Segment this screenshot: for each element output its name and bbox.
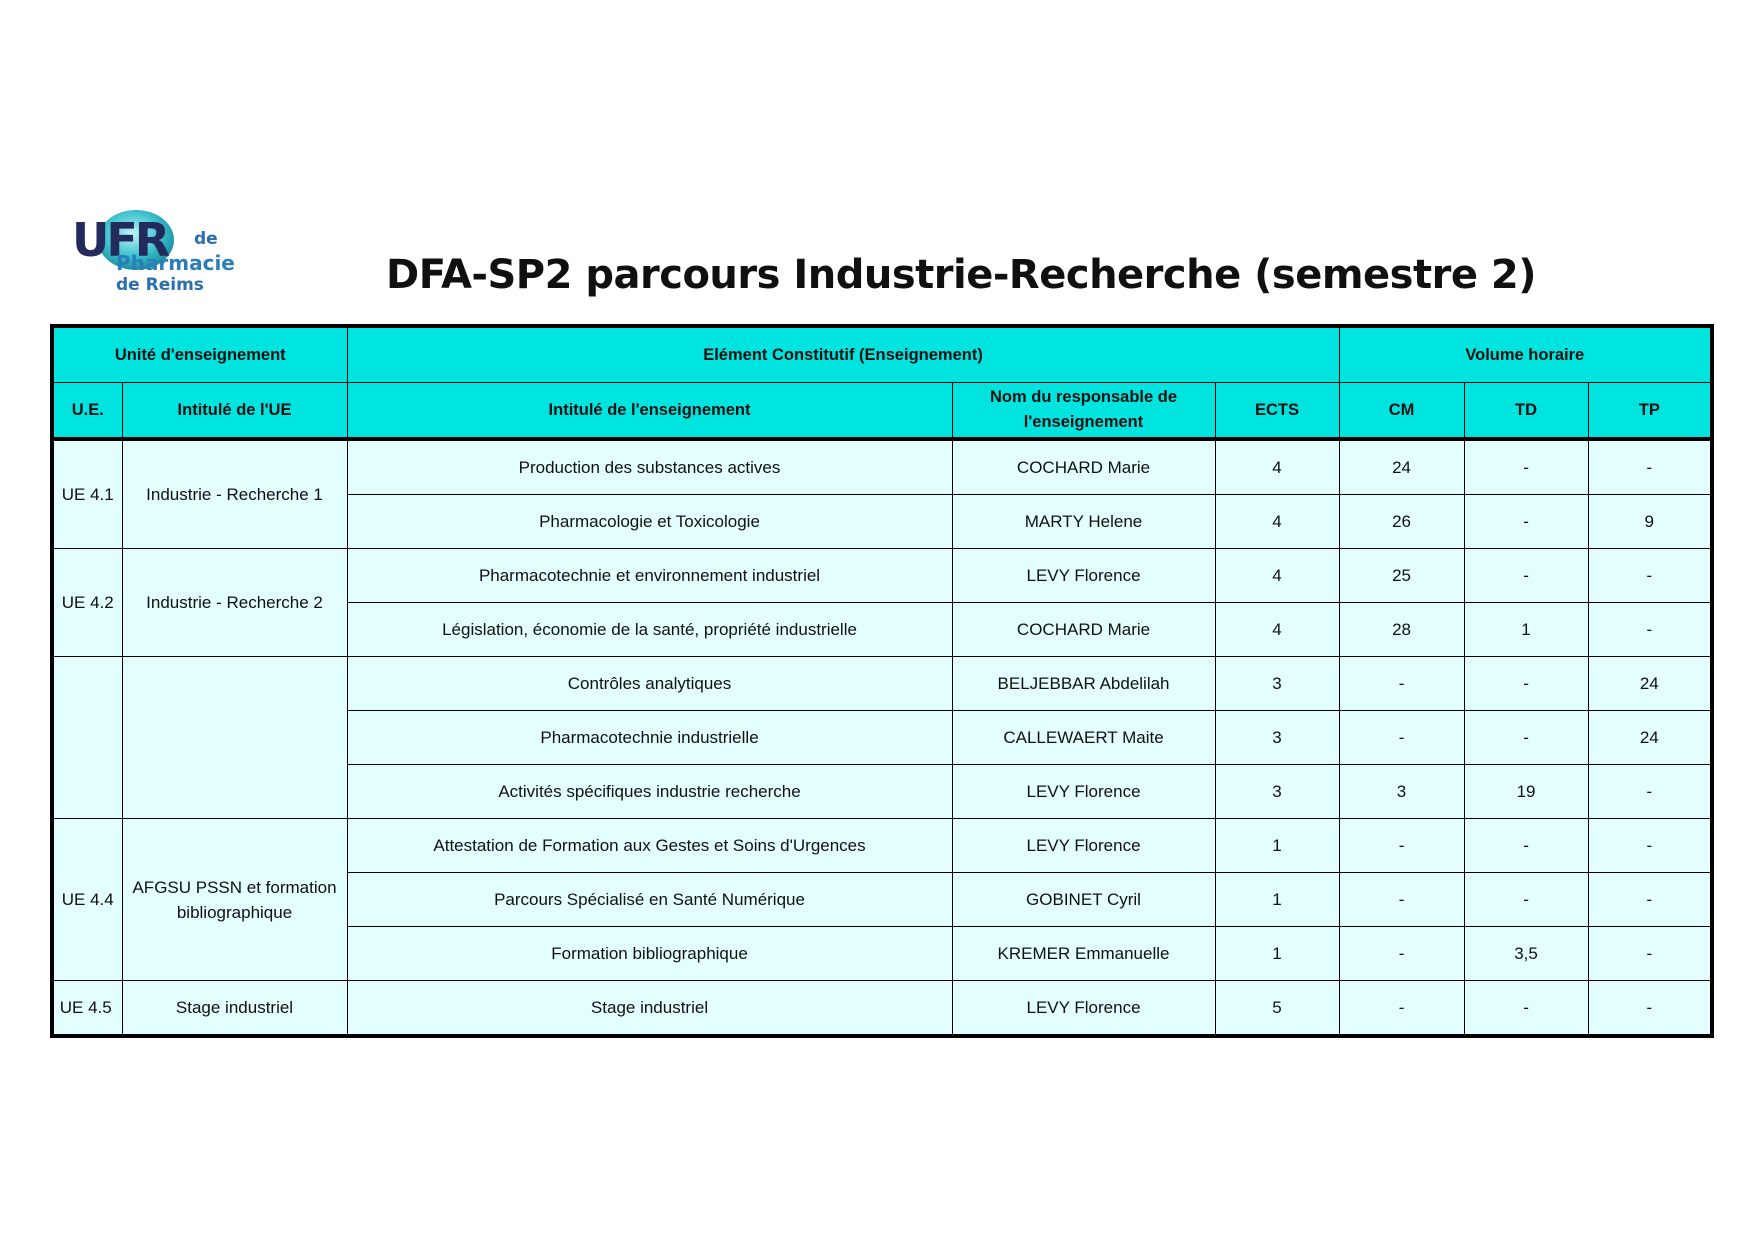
- responsable-cell: GOBINET Cyril: [952, 873, 1215, 927]
- logo-ufr-text: UFR: [72, 213, 168, 267]
- ects-cell: 4: [1215, 549, 1339, 603]
- col-header-cm: CM: [1339, 383, 1464, 440]
- td-cell: -: [1464, 711, 1588, 765]
- responsable-cell: LEVY Florence: [952, 819, 1215, 873]
- header-element-constitutif: Elément Constitutif (Enseignement): [347, 326, 1339, 383]
- logo-pharmacie-text: Pharmacie: [116, 251, 235, 275]
- cm-cell: 24: [1339, 439, 1464, 495]
- table-row: [52, 819, 1712, 873]
- ue-title-cell: [122, 657, 347, 819]
- td-cell: -: [1464, 549, 1588, 603]
- enseignement-cell: Production des substances actives: [347, 439, 952, 495]
- column-header-row: [52, 383, 1712, 440]
- logo-reims-text: de Reims: [116, 275, 204, 295]
- logo-de-text: de: [194, 229, 218, 249]
- td-cell: 1: [1464, 603, 1588, 657]
- tp-cell: -: [1588, 765, 1712, 819]
- td-cell: -: [1464, 439, 1588, 495]
- tp-cell: -: [1588, 981, 1712, 1037]
- header-volume-horaire: Volume horaire: [1339, 326, 1712, 383]
- table-row: [52, 549, 1712, 603]
- tp-cell: 24: [1588, 657, 1712, 711]
- ects-cell: 1: [1215, 819, 1339, 873]
- responsable-cell: KREMER Emmanuelle: [952, 927, 1215, 981]
- cm-cell: -: [1339, 873, 1464, 927]
- enseignement-cell: Pharmacologie et Toxicologie: [347, 495, 952, 549]
- tp-cell: -: [1588, 873, 1712, 927]
- responsable-cell: COCHARD Marie: [952, 603, 1215, 657]
- td-cell: -: [1464, 819, 1588, 873]
- td-cell: -: [1464, 657, 1588, 711]
- tp-cell: -: [1588, 603, 1712, 657]
- ufr-pharmacie-reims-logo: [72, 206, 252, 302]
- responsable-cell: LEVY Florence: [952, 765, 1215, 819]
- cm-cell: -: [1339, 711, 1464, 765]
- enseignement-cell: Activités spécifiques industrie recherche: [347, 765, 952, 819]
- header-unite-enseignement: Unité d'enseignement: [52, 326, 347, 383]
- page-title: DFA-SP2 parcours Industrie-Recherche (semestre 2): [386, 252, 1536, 298]
- responsable-cell: COCHARD Marie: [952, 439, 1215, 495]
- responsable-cell: CALLEWAERT Maite: [952, 711, 1215, 765]
- ue-code-cell: UE 4.4: [52, 819, 122, 981]
- course-schedule-table: [50, 324, 1714, 1038]
- ects-cell: 5: [1215, 981, 1339, 1037]
- cm-cell: 28: [1339, 603, 1464, 657]
- td-cell: 19: [1464, 765, 1588, 819]
- ue-code-cell: [52, 657, 122, 819]
- cm-cell: 26: [1339, 495, 1464, 549]
- enseignement-cell: Pharmacotechnie industrielle: [347, 711, 952, 765]
- ects-cell: 4: [1215, 603, 1339, 657]
- table-row: [52, 439, 1712, 495]
- logo-graphic: [72, 206, 252, 302]
- tp-cell: -: [1588, 549, 1712, 603]
- responsable-cell: BELJEBBAR Abdelilah: [952, 657, 1215, 711]
- cm-cell: -: [1339, 657, 1464, 711]
- ue-title-cell: Stage industriel: [122, 981, 347, 1037]
- ue-code-cell: UE 4.1: [52, 439, 122, 549]
- group-header-row: [52, 326, 1712, 383]
- cm-cell: -: [1339, 981, 1464, 1037]
- enseignement-cell: Contrôles analytiques: [347, 657, 952, 711]
- cm-cell: -: [1339, 819, 1464, 873]
- col-header-ue: U.E.: [52, 383, 122, 440]
- col-header-ects: ECTS: [1215, 383, 1339, 440]
- tp-cell: -: [1588, 439, 1712, 495]
- enseignement-cell: Stage industriel: [347, 981, 952, 1037]
- td-cell: -: [1464, 495, 1588, 549]
- ue-title-cell: AFGSU PSSN et formation bibliographique: [122, 819, 347, 981]
- col-header-responsable: Nom du responsable de l'enseignement: [952, 383, 1215, 440]
- tp-cell: 24: [1588, 711, 1712, 765]
- tp-cell: -: [1588, 927, 1712, 981]
- ue-title-cell: Industrie - Recherche 2: [122, 549, 347, 657]
- table-row: [52, 981, 1712, 1037]
- ects-cell: 1: [1215, 873, 1339, 927]
- tp-cell: 9: [1588, 495, 1712, 549]
- ue-title-cell: Industrie - Recherche 1: [122, 439, 347, 549]
- ects-cell: 1: [1215, 927, 1339, 981]
- ects-cell: 4: [1215, 495, 1339, 549]
- cm-cell: -: [1339, 927, 1464, 981]
- cm-cell: 3: [1339, 765, 1464, 819]
- responsable-cell: LEVY Florence: [952, 981, 1215, 1037]
- tp-cell: -: [1588, 819, 1712, 873]
- enseignement-cell: Parcours Spécialisé en Santé Numérique: [347, 873, 952, 927]
- td-cell: -: [1464, 981, 1588, 1037]
- enseignement-cell: Législation, économie de la santé, propriété industrielle: [347, 603, 952, 657]
- td-cell: -: [1464, 873, 1588, 927]
- enseignement-cell: Pharmacotechnie et environnement industriel: [347, 549, 952, 603]
- ue-code-cell: UE 4.5: [52, 981, 122, 1037]
- enseignement-cell: Formation bibliographique: [347, 927, 952, 981]
- col-header-td: TD: [1464, 383, 1588, 440]
- col-header-tp: TP: [1588, 383, 1712, 440]
- responsable-cell: LEVY Florence: [952, 549, 1215, 603]
- col-header-intitule-enseignement: Intitulé de l'enseignement: [347, 383, 952, 440]
- ects-cell: 3: [1215, 711, 1339, 765]
- cm-cell: 25: [1339, 549, 1464, 603]
- col-header-intitule-ue: Intitulé de l'UE: [122, 383, 347, 440]
- ects-cell: 3: [1215, 657, 1339, 711]
- td-cell: 3,5: [1464, 927, 1588, 981]
- ue-code-cell: UE 4.2: [52, 549, 122, 657]
- ects-cell: 4: [1215, 439, 1339, 495]
- enseignement-cell: Attestation de Formation aux Gestes et Soins d'Urgences: [347, 819, 952, 873]
- responsable-cell: MARTY Helene: [952, 495, 1215, 549]
- ects-cell: 3: [1215, 765, 1339, 819]
- table-row: [52, 657, 1712, 711]
